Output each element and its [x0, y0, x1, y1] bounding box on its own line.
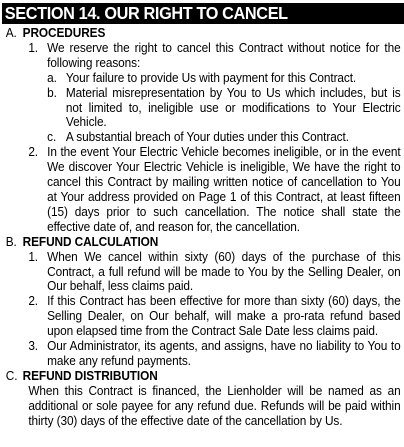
- subsection-letter: A.: [5, 26, 17, 40]
- item-text: When We cancel within sixty (60) days of the purchase of this Contract, a full refund will be made to You by the Selling Dealer, on Our behalf, less claims paid.: [47, 249, 401, 294]
- item-number: 2.: [28, 294, 39, 309]
- subsection-heading-refund-calculation: [2, 235, 401, 250]
- item-text: We reserve the right to cancel this Contract without notice for the following reasons:: [47, 40, 401, 70]
- list-item: [2, 294, 401, 339]
- sub-item-letter: b.: [47, 85, 57, 100]
- item-text: In the event Your Electric Vehicle becomes ineligible, or in the event We discover Your Electric Vehicle is ineligible, We have the right to cancel this Contract by mailing written notice of cancellation to You at Your address provided on Page 1 of this Contract, at least fifteen (15) days prior to such cancellation. The notice shall state the effective date of, and reason for, the cancellation.: [47, 145, 401, 234]
- item-number: 1.: [28, 249, 39, 264]
- sub-list-item: [2, 130, 401, 145]
- item-text: Our Administrator, its agents, and assigns, have no liability to You to make any refund payments.: [47, 339, 401, 368]
- section-title: SECTION 14. OUR RIGHT TO CANCEL: [2, 3, 404, 24]
- sub-item-text: A substantial breach of Your duties under this Contract.: [65, 130, 349, 145]
- sub-item-letter: c.: [47, 130, 57, 145]
- list-item: [2, 41, 401, 71]
- sub-item-letter: a.: [47, 70, 57, 85]
- paragraph-text: When this Contract is financed, the Lienholder will be named as an additional or sole payee for any refund due. Refunds will be paid within thirty (30) days of the effective date of the cancellation by Us.: [28, 383, 401, 428]
- list-item: [2, 145, 401, 234]
- item-number: 3.: [28, 339, 39, 354]
- subsection-title: REFUND CALCULATION: [22, 234, 159, 249]
- sub-list-item: [2, 86, 401, 131]
- section-body: [2, 26, 401, 428]
- item-number: 2.: [28, 145, 39, 160]
- item-text: If this Contract has been effective for more than sixty (60) days, the Selling Dealer, on Our behalf, will make a pro-rata refund based upon elapsed time from the Contract Sale Date less claims paid.: [47, 294, 401, 339]
- sub-item-text: Material misrepresentation by You to Us which includes, but is not limited to, ineligible use or modifications to Your Electric Vehicle.: [65, 85, 401, 130]
- subsection-letter: C.: [5, 368, 18, 383]
- list-item: [2, 250, 401, 295]
- subsection-title: REFUND DISTRIBUTION: [22, 368, 158, 383]
- sub-item-text: Your failure to provide Us with payment for this Contract.: [65, 70, 357, 85]
- subsection-title: PROCEDURES: [22, 26, 106, 40]
- subsection-letter: B.: [5, 234, 17, 249]
- subsection-heading-procedures: [2, 26, 401, 41]
- subsection-heading-refund-distribution: [2, 369, 401, 384]
- sub-list-item: [2, 71, 401, 86]
- list-item: [2, 339, 401, 369]
- item-number: 1.: [28, 40, 39, 55]
